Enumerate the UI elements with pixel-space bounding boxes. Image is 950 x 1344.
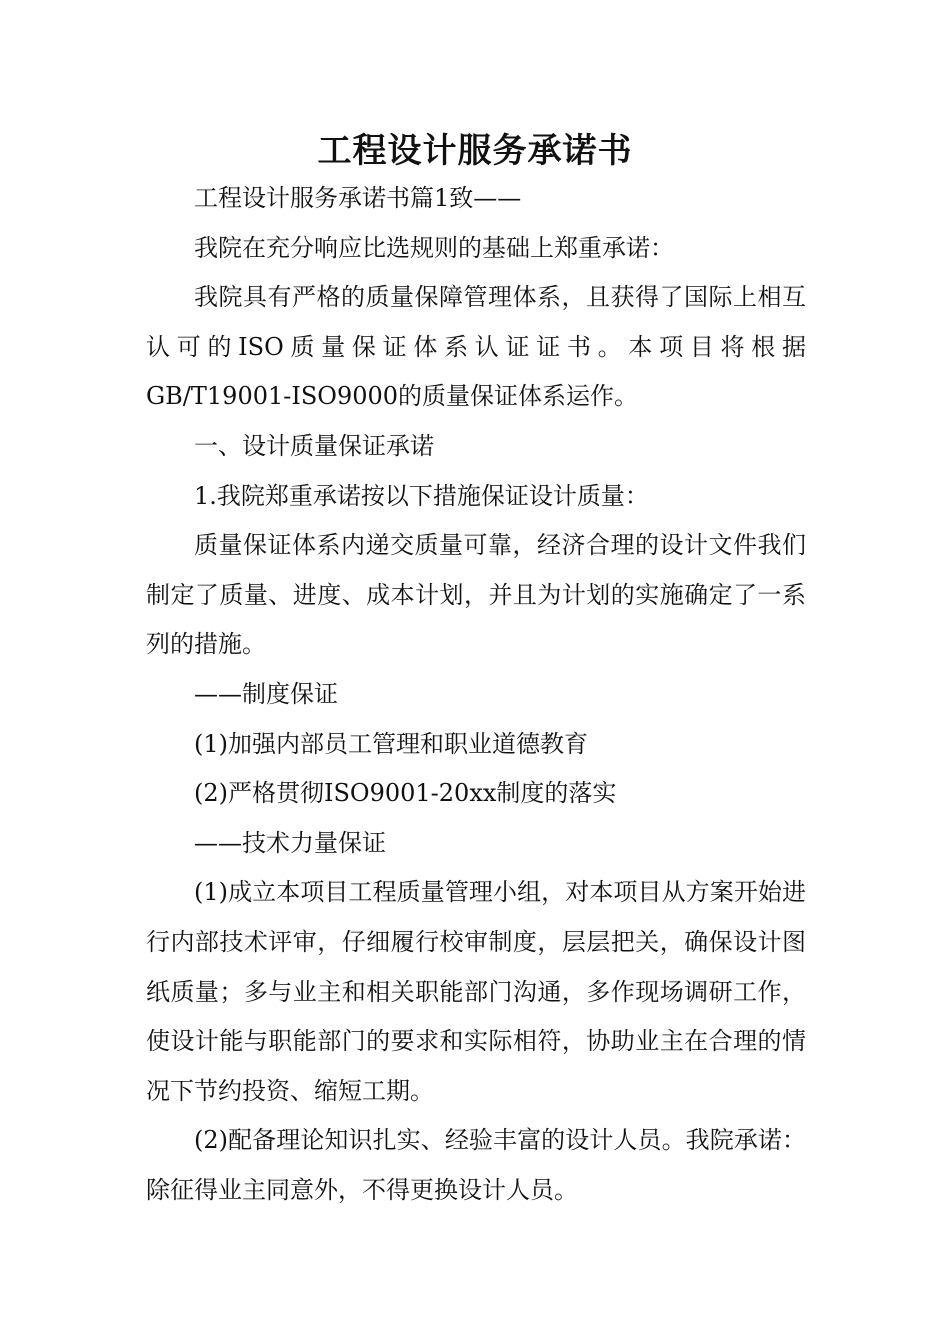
document-title: 工程设计服务承诺书 — [317, 131, 633, 171]
subheading-system-guarantee: ——制度保证 — [194, 679, 338, 708]
document-body — [146, 174, 806, 1215]
list-item-staff-management: (1)加强内部员工管理和职业道德教育 — [194, 729, 588, 758]
subheading-technical-guarantee: ——技术力量保证 — [194, 828, 386, 857]
paragraph-quality-system: 我院具有严格的质量保障管理体系，且获得了国际上相互认可的ISO质量保证体系认证证书。本项目将根据GB/T19001-ISO9000的质量保证体系运作。 — [146, 283, 806, 411]
paragraph-commitment-lead: 我院在充分响应比选规则的基础上郑重承诺： — [194, 233, 674, 262]
paragraph-quality-plan: 质量保证体系内递交质量可靠，经济合理的设计文件我们制定了质量、进度、成本计划，并且为计划的实施确定了一系列的措施。 — [146, 531, 806, 659]
section-heading-design-quality: 一、设计质量保证承诺 — [194, 431, 434, 460]
list-item-designers: (2)配备理论知识扎实、经验丰富的设计人员。我院承诺：除征得业主同意外，不得更换设计人员。 — [146, 1126, 806, 1204]
list-item-quality-team: (1)成立本项目工程质量管理小组，对本项目从方案开始进行内部技术评审，仔细履行校审制度，层层把关，确保设计图纸质量；多与业主和相关职能部门沟通，多作现场调研工作，使设计能与职能部门的要求和实际相符，协助业主在合理的情况下节约投资、缩短工期。 — [146, 878, 806, 1105]
paragraph-intro: 工程设计服务承诺书篇1致—— — [194, 184, 522, 212]
paragraph-measures-lead: 1.我院郑重承诺按以下措施保证设计质量： — [194, 481, 649, 510]
list-item-iso-implementation: (2)严格贯彻ISO9001-20xx制度的落实 — [194, 779, 617, 808]
